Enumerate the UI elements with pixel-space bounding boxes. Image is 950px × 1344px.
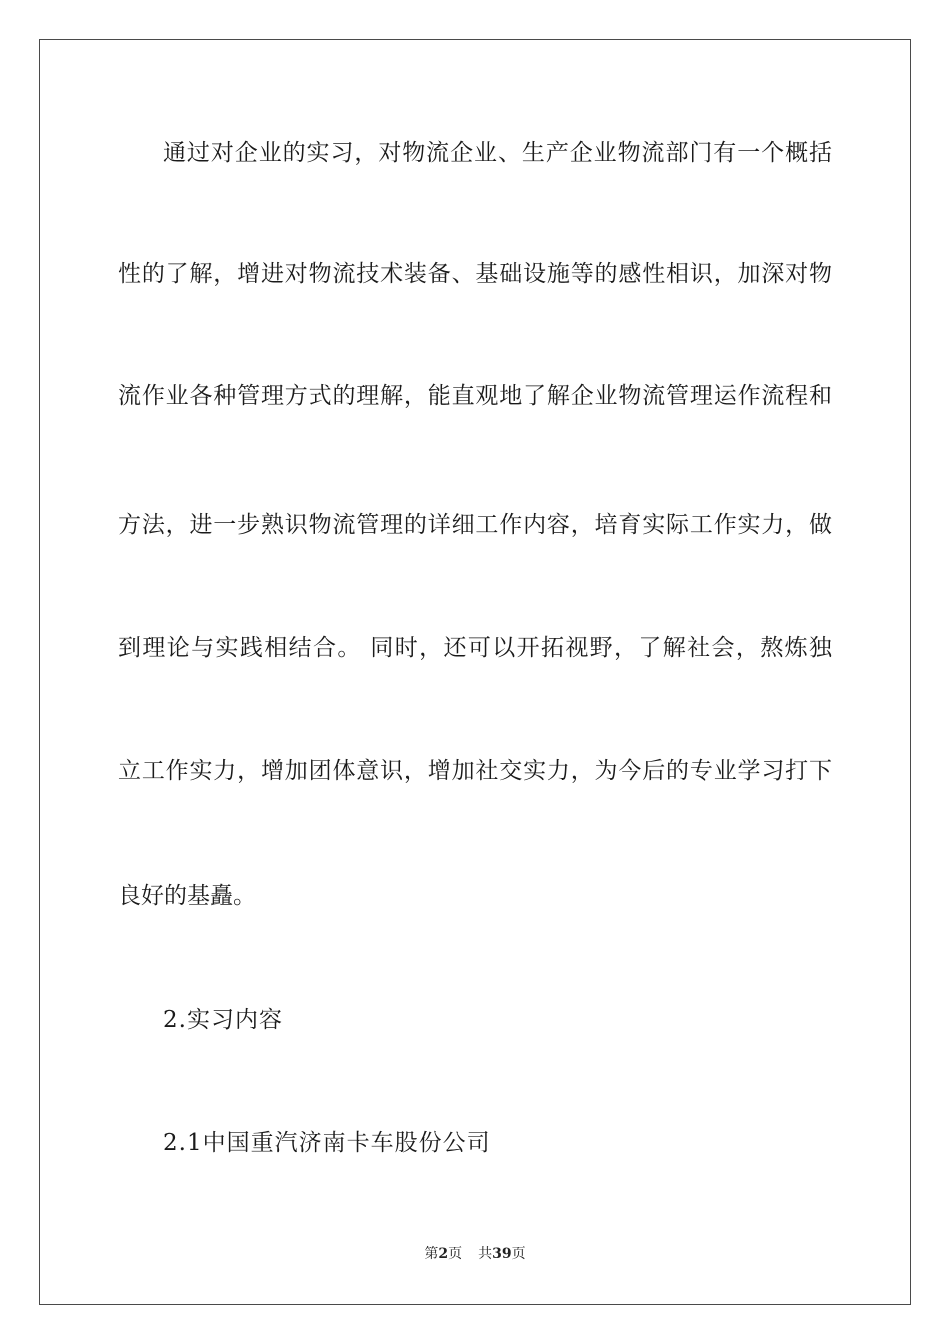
section-heading: 2.实习内容	[163, 1007, 283, 1033]
paragraph-line-3: 流作业各种管理方式的理解，能直观地了解企业物流管理运作流程和	[118, 383, 832, 409]
page-number: 2	[438, 1246, 449, 1262]
total-pages: 39	[492, 1246, 512, 1262]
subsection-heading: 2.1中国重汽济南卡车股份公司	[163, 1130, 491, 1156]
page-border	[39, 39, 911, 1305]
page-suffix: 页	[448, 1246, 463, 1262]
page-prefix: 第	[424, 1246, 439, 1262]
total-suffix: 页	[511, 1246, 526, 1262]
paragraph-line-1: 通过对企业的实习，对物流企业、生产企业物流部门有一个概括	[163, 140, 832, 166]
paragraph-line-7: 良好的基矗。	[118, 883, 256, 909]
paragraph-line-2: 性的了解，增进对物流技术装备、基础设施等的感性相识，加深对物	[118, 261, 832, 287]
page-footer	[0, 1244, 950, 1264]
paragraph-line-4: 方法，进一步熟识物流管理的详细工作内容，培育实际工作实力，做	[118, 512, 832, 538]
paragraph-line-6: 立工作实力，增加团体意识，增加社交实力，为今后的专业学习打下	[118, 758, 832, 784]
paragraph-line-5: 到理论与实践相结合。 同时，还可以开拓视野，了解社会，熬炼独	[118, 635, 832, 661]
total-prefix: 共	[478, 1246, 493, 1262]
